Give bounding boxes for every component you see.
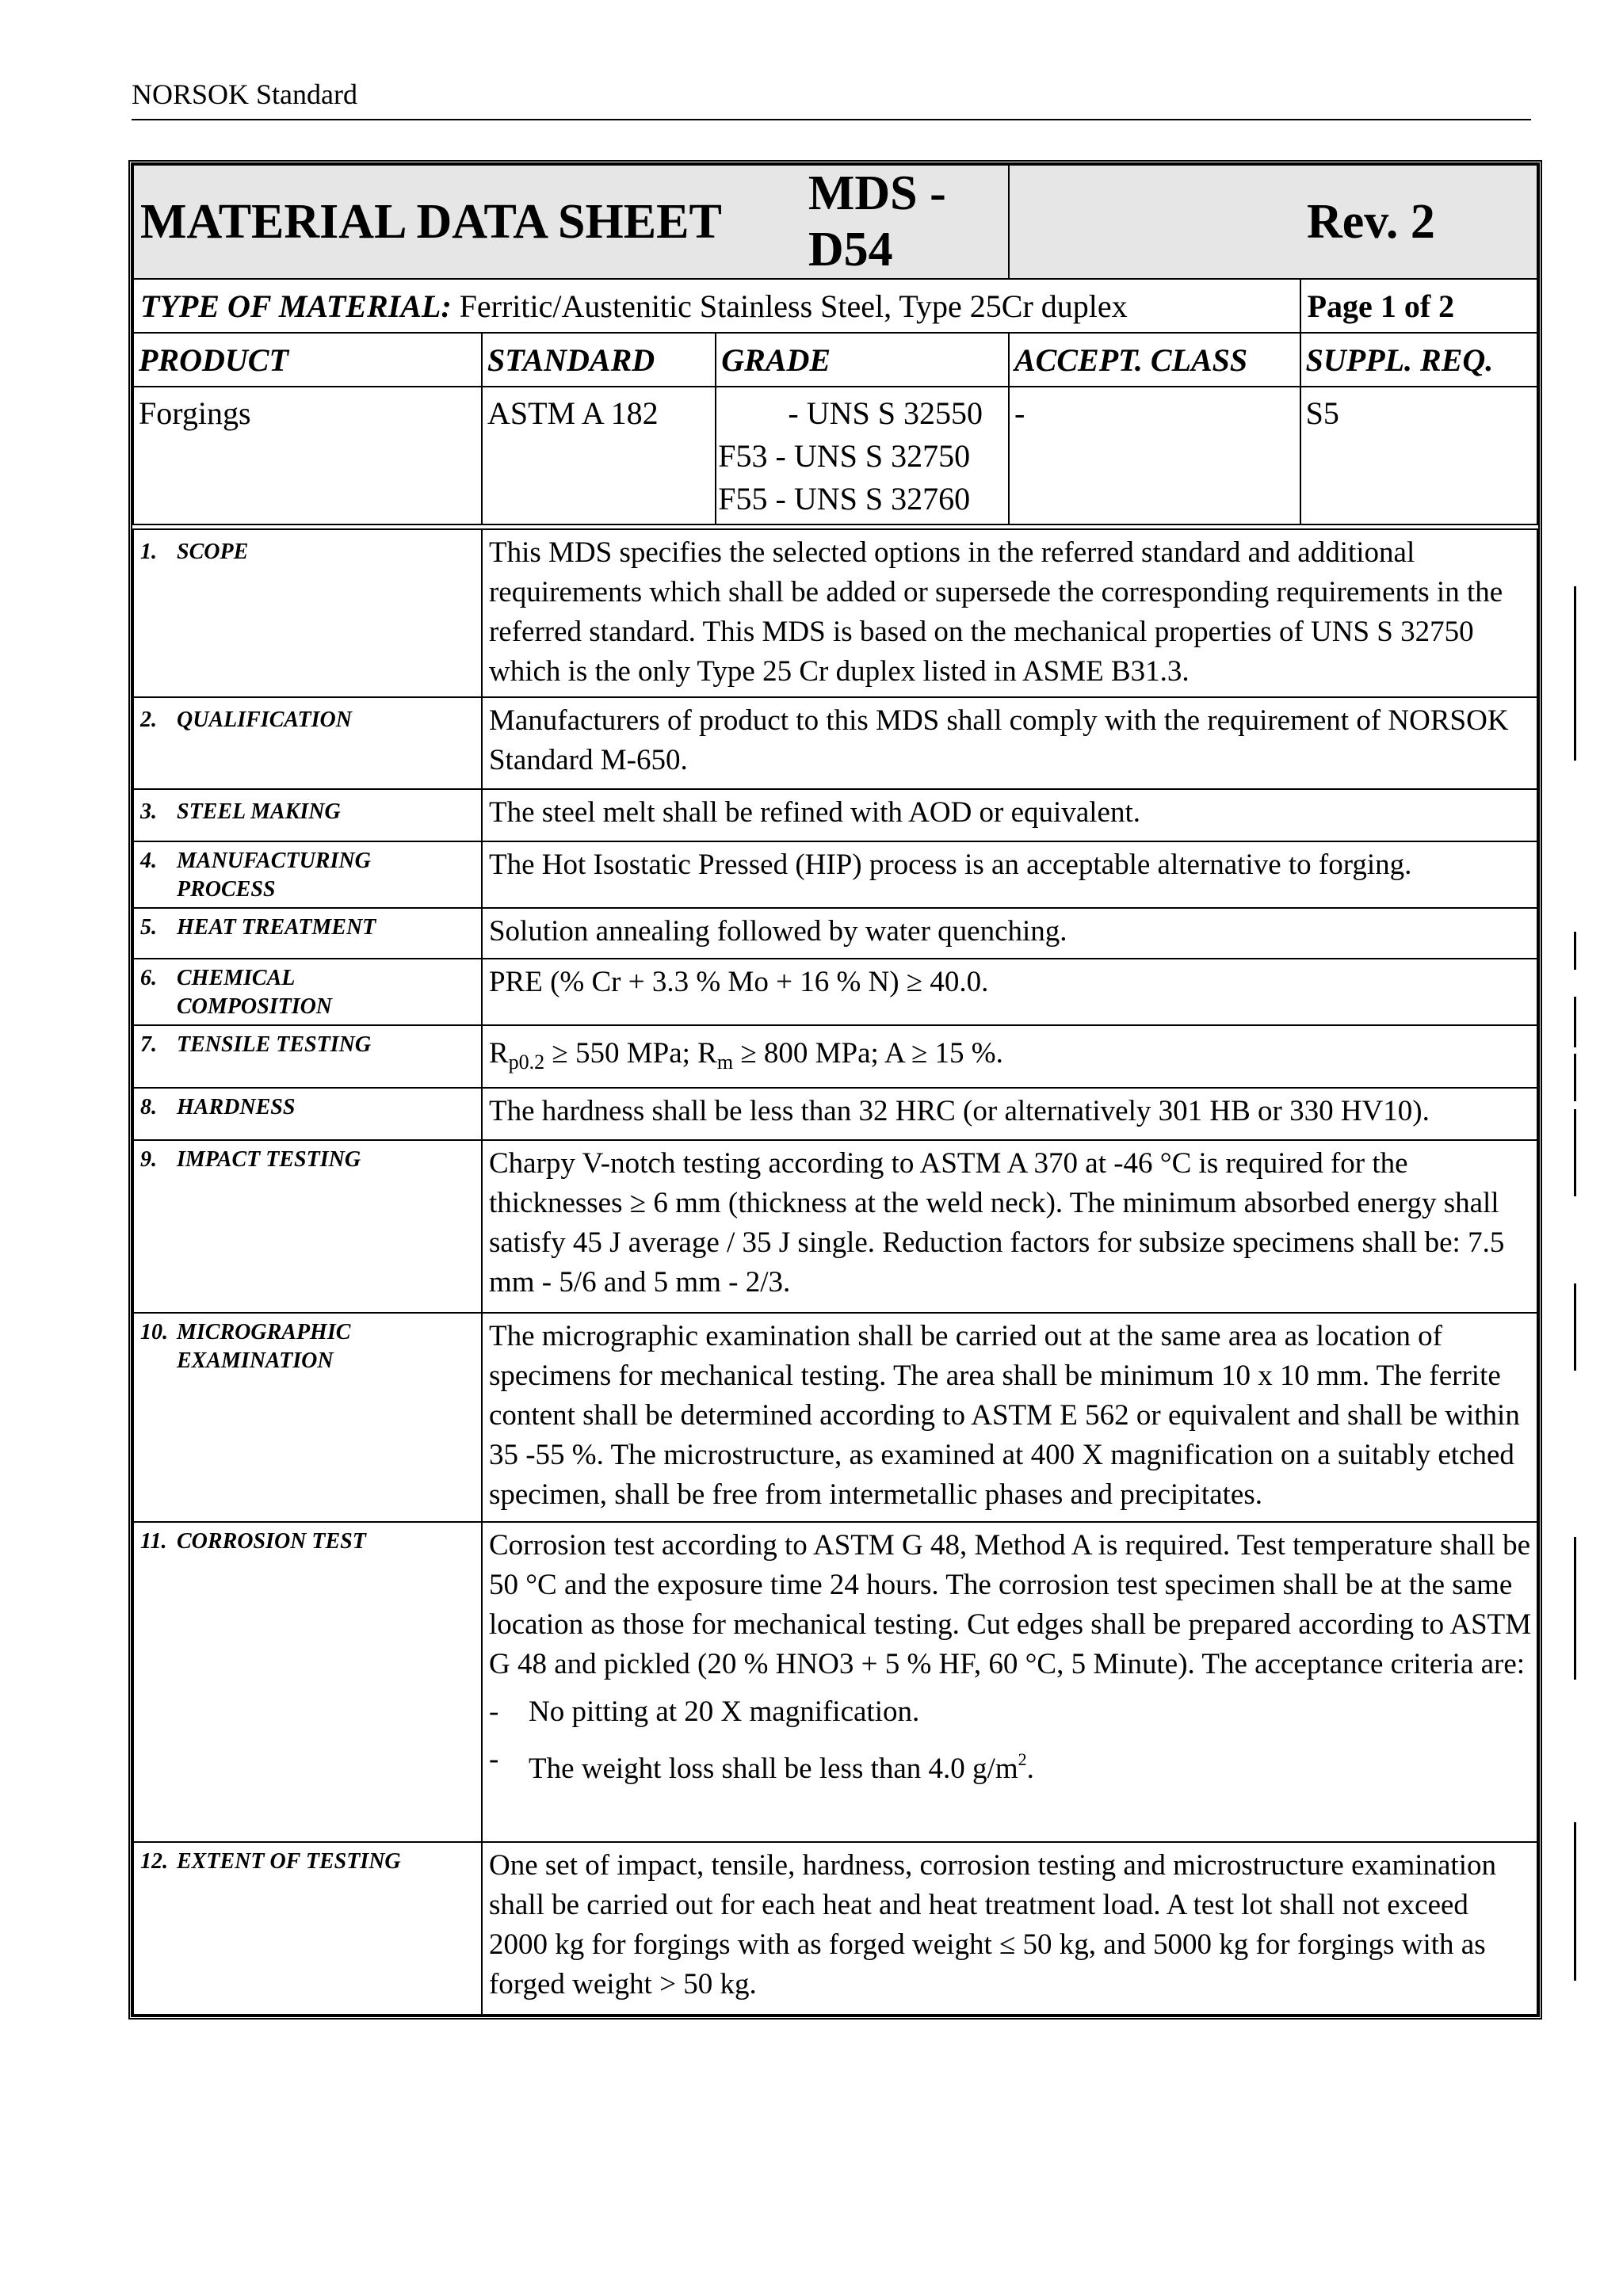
section-text: The hardness shall be less than 32 HRC (or alternatively 301 HB or 330 HV10). <box>482 1088 1537 1140</box>
grade-line: - UNS S 32550 <box>788 395 983 431</box>
grade-values <box>716 387 1009 524</box>
section-title: HEAT TREATMENT <box>177 915 376 940</box>
section-label <box>133 1842 482 2015</box>
sheet-code: MDS - D54 <box>808 166 946 277</box>
change-bar <box>1574 1054 1576 1101</box>
criteria-text <box>529 1740 1034 1789</box>
section-title: CORROSION TEST <box>177 1529 366 1554</box>
section-label <box>133 789 482 841</box>
tensile-end: ≥ 800 MPa; A ≥ 15 %. <box>733 1037 1003 1070</box>
section-label <box>133 529 482 697</box>
section-label <box>133 1140 482 1313</box>
section-number: 8. <box>140 1095 157 1119</box>
section-title: MICROGRAPHIC EXAMINATION <box>177 1320 351 1373</box>
section-text: The micrographic examination shall be carried out at the same area as location of specimens for mechanical testing. The area shall be minimum 10 x 10 mm. The ferrite content shall be determined according to ASTM E 562 or equivalent and shall be within 35 -55 %. The microstructure, as examined at 400 X magnification on a suitably etched specimen, shall be free from intermetallic phases and precipitates. <box>482 1313 1537 1522</box>
section-text: This MDS specifies the selected options in the referred standard and additional requirements which shall be added or supersede the corresponding requirements in the referred standard. This MDS is based on the mechanical properties of UNS S 32750 which is the only Type 25 Cr duplex listed in ASME B31.3. <box>482 529 1537 697</box>
sheet-rev-cell <box>1009 165 1537 279</box>
section-row <box>133 1313 1537 1522</box>
tensile-r: R <box>488 1037 509 1070</box>
section-text: PRE (% Cr + 3.3 % Mo + 16 % N) ≥ 40.0. <box>482 959 1537 1025</box>
section-number: 10. <box>140 1320 168 1344</box>
sheet-title-cell <box>133 165 1009 279</box>
sections-table <box>132 528 1538 2016</box>
section-number: 3. <box>140 799 157 824</box>
section-label <box>133 697 482 789</box>
section-number: 4. <box>140 849 157 873</box>
section-number: 5. <box>140 915 157 940</box>
section-number: 6. <box>140 966 157 990</box>
section-number: 7. <box>140 1032 157 1057</box>
material-type-row <box>133 279 1537 333</box>
criteria-text: No pitting at 20 X magnification. <box>528 1695 920 1728</box>
tensile-rm-subscript: m <box>716 1051 734 1074</box>
grade-line: F53 - UNS S 32750 <box>718 438 971 474</box>
column-header-row <box>133 333 1537 387</box>
col-grade: GRADE <box>716 333 1009 387</box>
superscript: 2 <box>1018 1749 1027 1769</box>
section-label <box>133 908 482 959</box>
page-number: Page 1 of 2 <box>1300 279 1537 333</box>
product-value: Forgings <box>133 387 482 524</box>
change-bar <box>1574 1537 1576 1680</box>
material-type-label: TYPE OF MATERIAL: <box>140 288 452 324</box>
grade-line: F55 - UNS S 32760 <box>718 481 971 517</box>
material-type-value: Ferritic/Austenitic Stainless Steel, Type 25Cr duplex <box>451 288 1128 324</box>
accept-class-value: - <box>1009 387 1300 524</box>
section-row <box>133 529 1537 697</box>
section-title: EXTENT OF TESTING <box>177 1849 401 1874</box>
section-text: The Hot Isostatic Pressed (HIP) process is an acceptable alternative to forging. <box>482 841 1537 908</box>
section-label <box>133 1088 482 1140</box>
sheet-title: MATERIAL DATA SHEET <box>140 194 722 249</box>
section-number: 2. <box>140 707 157 732</box>
section-label <box>133 959 482 1025</box>
col-product: PRODUCT <box>133 333 482 387</box>
change-bar <box>1574 673 1576 761</box>
section-label <box>133 841 482 908</box>
section-row <box>133 1088 1537 1140</box>
section-number: 9. <box>140 1147 157 1172</box>
section-row <box>133 697 1537 789</box>
section-title: CHEMICAL COMPOSITION <box>177 966 333 1019</box>
material-data-sheet <box>128 160 1542 2019</box>
change-bar <box>1574 1283 1576 1371</box>
product-row <box>133 387 1537 524</box>
standard-value: ASTM A 182 <box>482 387 716 524</box>
section-row <box>133 1842 1537 2015</box>
change-bar <box>1574 1822 1576 1981</box>
criteria-item <box>489 1692 1532 1732</box>
section-title: QUALIFICATION <box>177 707 352 732</box>
section-row <box>133 1522 1537 1842</box>
section-title: SCOPE <box>177 540 249 564</box>
section-text <box>482 1522 1537 1842</box>
section-number: 12. <box>140 1849 168 1874</box>
col-standard: STANDARD <box>482 333 716 387</box>
corrosion-intro: Corrosion test according to ASTM G 48, Method A is required. Test temperature shall be 50 °C and the exposure time 24 hours. The corrosion test specimen shall be at the same location as those for mechanical testing. Cut edges shall be prepared according to ASTM G 48 and pickled (20 % HNO3 + 5 % HF, 60 °C, 5 Minute). The acceptance criteria are: <box>488 1529 1532 1680</box>
header-rule <box>132 119 1531 120</box>
section-number: 11. <box>140 1529 167 1554</box>
suppl-req-value: S5 <box>1300 387 1537 524</box>
section-row <box>133 789 1537 841</box>
section-title: STEEL MAKING <box>177 799 341 824</box>
section-title: HARDNESS <box>177 1095 296 1119</box>
section-text <box>482 1025 1537 1088</box>
section-row <box>133 841 1537 908</box>
sheet-rev: Rev. 2 <box>1306 194 1435 249</box>
change-bar <box>1574 1109 1576 1196</box>
bullet-dash: - <box>488 1695 499 1728</box>
section-title: TENSILE TESTING <box>177 1032 372 1057</box>
tensile-mid: ≥ 550 MPa; R <box>544 1037 717 1070</box>
section-text: The steel melt shall be refined with AOD or equivalent. <box>482 789 1537 841</box>
sheet-title-row <box>133 165 1537 279</box>
section-number: 1. <box>140 540 157 564</box>
section-row <box>133 908 1537 959</box>
section-text: Charpy V-notch testing according to ASTM A 370 at -46 °C is required for the thicknesses ≥ 6 mm (thickness at the weld neck). The minimum absorbed energy shall satisfy 45 J average / 35 J single. Reduction factors for subsize specimens shall be: 7.5 mm - 5/6 and 5 mm - 2/3. <box>482 1140 1537 1313</box>
section-label <box>133 1025 482 1088</box>
criteria-item <box>489 1740 1532 1789</box>
col-accept-class: ACCEPT. CLASS <box>1009 333 1300 387</box>
tensile-rp-subscript: p0.2 <box>508 1051 545 1074</box>
change-bar <box>1574 586 1576 673</box>
section-text: One set of impact, tensile, hardness, corrosion testing and microstructure examination shall be carried out for each heat and heat treatment load. A test lot shall not exceed 2000 kg for forgings with as forged weight ≤ 50 kg, and 5000 kg for forgings with as forged weight > 50 kg. <box>482 1842 1537 2015</box>
bullet-dash: - <box>488 1743 499 1775</box>
page-header-title: NORSOK Standard <box>132 78 357 110</box>
change-bar <box>1574 932 1576 970</box>
section-text: Solution annealing followed by water quenching. <box>482 908 1537 959</box>
section-row <box>133 1140 1537 1313</box>
section-label <box>133 1522 482 1842</box>
section-row <box>133 1025 1537 1088</box>
weight-loss-text: The weight loss shall be less than 4.0 g/m <box>528 1753 1018 1785</box>
section-title: MANUFACTURING PROCESS <box>177 849 371 902</box>
sheet-header-table <box>132 164 1538 525</box>
section-label <box>133 1313 482 1522</box>
col-suppl-req: SUPPL. REQ. <box>1300 333 1537 387</box>
section-text: Manufacturers of product to this MDS shall comply with the requirement of NORSOK Standard M-650. <box>482 697 1537 789</box>
weight-loss-end: . <box>1026 1753 1034 1785</box>
material-type-cell <box>133 279 1300 333</box>
section-row <box>133 959 1537 1025</box>
change-bar <box>1574 997 1576 1047</box>
section-title: IMPACT TESTING <box>177 1147 361 1172</box>
